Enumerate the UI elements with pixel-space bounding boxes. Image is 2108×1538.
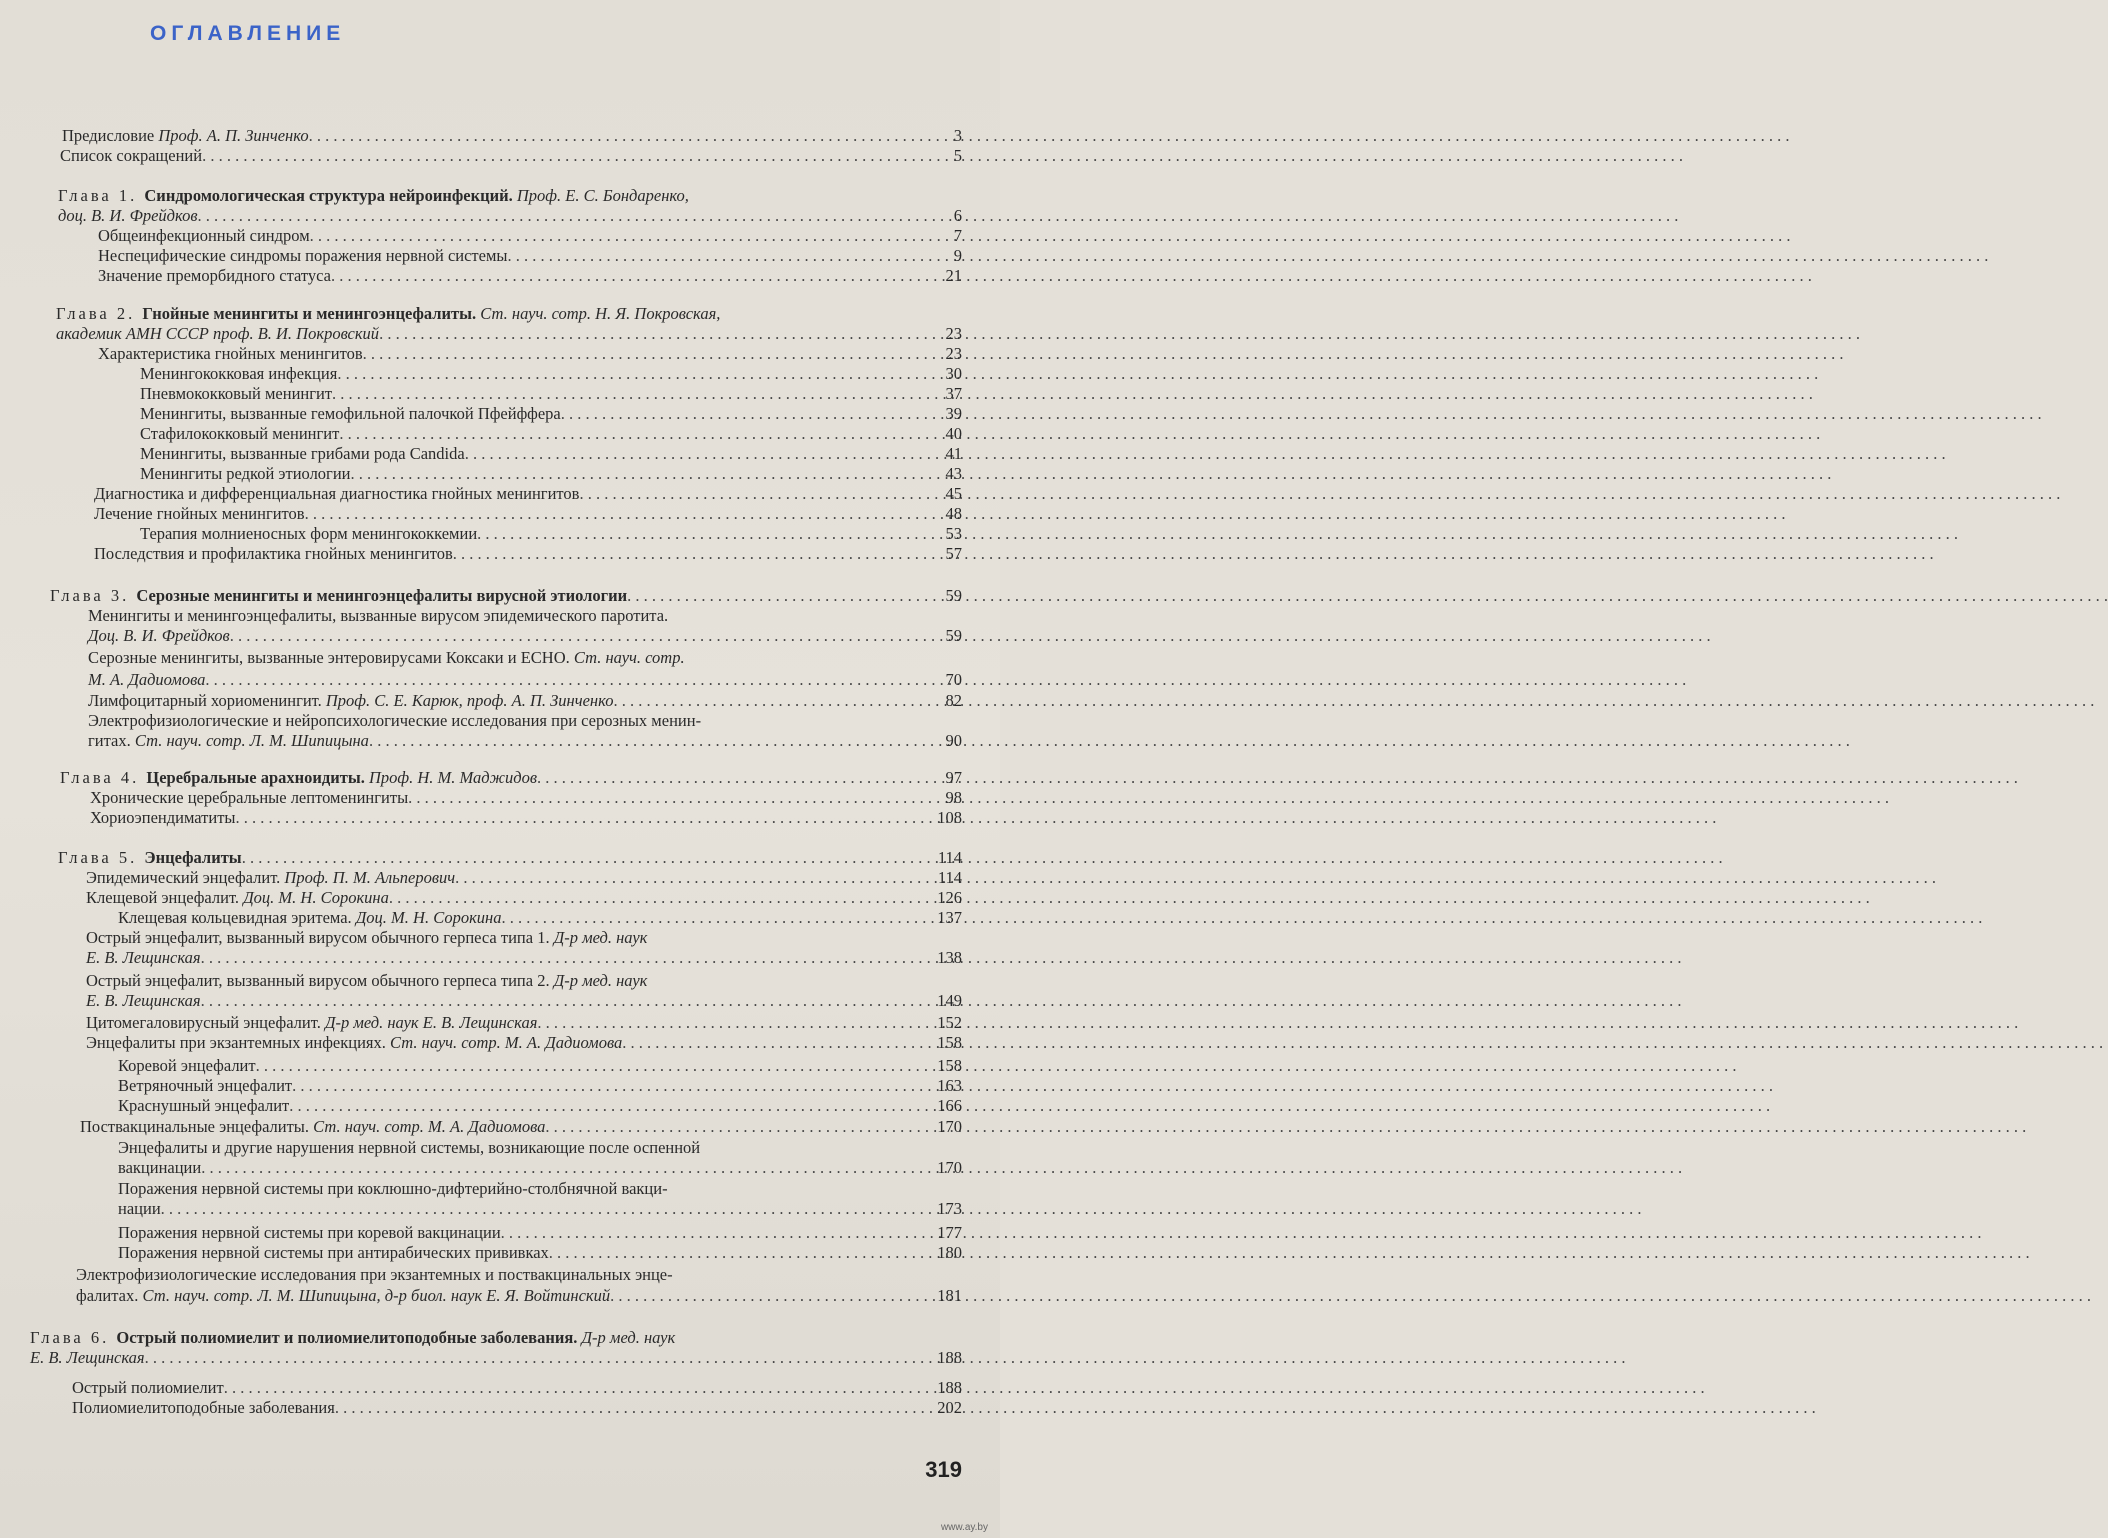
- entry-title: Поражения нервной системы при коревой вакцинации: [118, 1223, 501, 1242]
- entry-title: Пневмококковый менингит: [140, 384, 333, 403]
- toc-entry: [88, 710, 895, 732]
- toc-page-number: 82: [945, 691, 962, 710]
- entry-author: Д-р мед. наук: [553, 928, 648, 947]
- toc-page-number: 23: [945, 324, 962, 343]
- toc-entry: [98, 265, 895, 287]
- toc-chapter-line: [60, 767, 895, 789]
- dot-leader: [622, 1032, 2103, 1054]
- toc-entry-text: [94, 503, 305, 525]
- toc-chapter-line: [56, 303, 895, 325]
- toc-entry-text: [118, 1055, 256, 1077]
- dot-leader: [455, 867, 1936, 889]
- toc-entry: [118, 1222, 895, 1244]
- chapter-number: Глава 3.: [50, 586, 137, 605]
- entry-author: доц. В. И. Фрейдков: [58, 206, 198, 225]
- entry-title: Острый энцефалит, вызванный вирусом обычного герпеса типа 1.: [86, 928, 554, 947]
- toc-entry-text: [76, 1285, 610, 1307]
- toc-entry-text: [62, 125, 309, 147]
- toc-entry-text: [94, 483, 579, 505]
- toc-entry-text: [60, 145, 202, 167]
- toc-page-number: 97: [945, 768, 962, 787]
- toc-entry: [118, 1178, 895, 1200]
- toc-entry-text: [118, 1075, 292, 1097]
- dot-leader: [335, 1397, 1816, 1419]
- toc-entry-text: [98, 265, 331, 287]
- dot-leader: [289, 1095, 1770, 1117]
- toc-entry: [118, 1095, 895, 1117]
- toc-page-number: 37: [945, 384, 962, 403]
- toc-entry-text: [118, 1222, 501, 1244]
- toc-entry-text: [30, 1327, 675, 1349]
- toc-entry-text: [118, 907, 502, 929]
- entry-title: Неспецифические синдромы поражения нервной системы: [98, 246, 508, 265]
- dot-leader: [332, 383, 1813, 405]
- toc-page-number: 114: [937, 868, 962, 887]
- entry-author: Доц. М. Н. Сорокина: [355, 908, 502, 927]
- entry-title: Энцефалиты и другие нарушения нервной системы, возникающие после оспенной: [118, 1138, 701, 1157]
- entry-title: нации: [118, 1199, 161, 1218]
- toc-entry: [72, 1397, 895, 1419]
- toc-entry: [86, 970, 895, 992]
- toc-entry: [86, 1012, 895, 1034]
- entry-author: Е. В. Лещинская: [86, 948, 201, 967]
- toc-page-number: 53: [945, 524, 962, 543]
- toc-entry-text: [88, 690, 613, 712]
- toc-entry: [88, 669, 895, 691]
- dot-leader: [613, 690, 2094, 712]
- entry-author: Проф. Н. М. Маджидов: [368, 768, 537, 787]
- entry-author: Е. В. Лещинская: [30, 1348, 145, 1367]
- entry-author: Ст. науч. сотр. Л. М. Шипицына: [134, 731, 369, 750]
- toc-page-number: 138: [937, 948, 962, 967]
- toc-entry-text: [72, 1397, 335, 1419]
- dot-leader: [477, 523, 1958, 545]
- toc-entry: [60, 145, 895, 167]
- toc-page-number: 70: [945, 670, 962, 689]
- toc-page-number: 181: [937, 1286, 962, 1305]
- entry-title: Значение преморбидного статуса: [98, 266, 331, 285]
- toc-entry: [88, 605, 895, 627]
- entry-title: Острый полиомиелит: [72, 1378, 224, 1397]
- toc-page-number: 9: [953, 246, 962, 265]
- toc-page-number: 30: [945, 364, 962, 383]
- toc-entry-text: [118, 1157, 201, 1179]
- toc-page-number: 188: [937, 1378, 962, 1397]
- entry-author: Проф. А. П. Зинченко: [158, 126, 309, 145]
- toc-page-number: 21: [945, 266, 962, 285]
- toc-entry-text: [118, 1178, 668, 1200]
- entry-title: Поражения нервной системы при антирабических прививках: [118, 1243, 549, 1262]
- entry-title: Клещевой энцефалит.: [86, 888, 244, 907]
- entry-author: Ст. науч. сотр. Л. М. Шипицына, д-р биол. наук Е. Я. Войтинский: [142, 1286, 611, 1305]
- entry-title: Предисловие: [62, 126, 159, 145]
- toc-entry-text: [56, 303, 720, 325]
- chapter-title: Церебральные арахноидиты.: [146, 768, 369, 787]
- toc-page-number: 59: [945, 586, 962, 605]
- chapter-title: Серозные менингиты и менингоэнцефалиты вирусной этиологии: [136, 586, 628, 605]
- toc-entry: [86, 947, 895, 969]
- dot-leader: [351, 463, 1832, 485]
- toc-entry-text: [118, 1095, 289, 1117]
- dot-leader: [145, 1347, 1626, 1369]
- toc-page-number: 108: [937, 808, 962, 827]
- toc-entry: [72, 1377, 895, 1399]
- entry-title: Хориоэпендиматиты: [90, 808, 236, 827]
- entry-author: Проф. Е. С. Бондаренко,: [516, 186, 689, 205]
- dot-leader: [256, 1055, 1737, 1077]
- entry-title: фалитах.: [76, 1286, 143, 1305]
- page-title: ОГЛАВЛЕНИЕ: [150, 22, 346, 45]
- toc-entry: [80, 1116, 895, 1138]
- dot-leader: [337, 363, 1818, 385]
- toc-entry: [118, 1075, 895, 1097]
- toc-entry-text: [140, 523, 477, 545]
- entry-title: Хронические церебральные лептоменингиты: [90, 788, 409, 807]
- dot-leader: [236, 807, 1717, 829]
- entry-author: Проф. П. М. Альперович: [284, 868, 456, 887]
- toc-entry: [86, 990, 895, 1012]
- toc-page-number: 126: [937, 888, 962, 907]
- toc-entry-text: [50, 585, 627, 607]
- entry-title: Список сокращений: [60, 146, 203, 165]
- toc-entry: [140, 363, 895, 385]
- toc-entry-text: [118, 1137, 700, 1159]
- toc-entry-text: [58, 205, 198, 227]
- toc-entry: [88, 730, 895, 752]
- entry-title: Клещевая кольцевидная эритема.: [118, 908, 356, 927]
- dot-leader: [502, 907, 1983, 929]
- entry-author: Доц. М. Н. Сорокина: [243, 888, 389, 907]
- toc-entry-text: [98, 225, 310, 247]
- toc-entry-text: [60, 767, 537, 789]
- entry-author: Е. В. Лещинская: [86, 991, 201, 1010]
- entry-author: М. А. Дадиомова: [88, 670, 206, 689]
- toc-entry: [90, 807, 895, 829]
- toc-entry: [86, 867, 895, 889]
- dot-leader: [309, 125, 1790, 147]
- toc-entry-text: [88, 647, 685, 669]
- watermark: www.ay.by: [940, 1522, 988, 1533]
- dot-leader: [408, 787, 1889, 809]
- dot-leader: [224, 1377, 1705, 1399]
- chapter-number: Глава 1.: [58, 186, 145, 205]
- toc-page-number: 39: [945, 404, 962, 423]
- toc-entry: [140, 463, 895, 485]
- dot-leader: [369, 730, 1850, 752]
- entry-title: Менингококковая инфекция: [140, 364, 338, 383]
- toc-entry: [56, 323, 895, 345]
- toc-chapter-line: [30, 1327, 895, 1349]
- toc-entry-text: [88, 625, 230, 647]
- toc-page-number: 158: [937, 1033, 962, 1052]
- toc-page-number: 7: [953, 226, 962, 245]
- entry-title: Серозные менингиты, вызванные энтеровирусами Коксаки и ЕСНО.: [88, 648, 574, 667]
- toc-entry-text: [86, 990, 201, 1012]
- entry-title: Общеинфекционный синдром: [98, 226, 310, 245]
- dot-leader: [242, 847, 1723, 869]
- toc-page-number: 202: [937, 1398, 962, 1417]
- toc-page-number: 137: [937, 908, 962, 927]
- book-page: [0, 0, 1000, 1538]
- toc-entry-text: [140, 363, 337, 385]
- toc-entry-text: [140, 423, 339, 445]
- toc-entry-text: [76, 1264, 673, 1286]
- toc-chapter-line: [50, 585, 895, 607]
- dot-leader: [389, 887, 1870, 909]
- toc-page-number: 177: [937, 1223, 962, 1242]
- toc-entry-text: [140, 443, 465, 465]
- toc-entry-text: [88, 669, 205, 691]
- toc-page-number: 114: [937, 848, 962, 867]
- dot-leader: [379, 323, 1860, 345]
- entry-title: Поражения нервной системы при коклюшно-дифтерийно-столбнячной вакци-: [118, 1179, 668, 1198]
- toc-page-number: 57: [945, 544, 962, 563]
- entry-title: Менингиты, вызванные грибами рода Candida: [140, 444, 465, 463]
- toc-entry: [88, 647, 895, 669]
- dot-leader: [305, 503, 1786, 525]
- toc-page-number: 3: [953, 126, 962, 145]
- dot-leader: [339, 423, 1820, 445]
- dot-leader: [292, 1075, 1773, 1097]
- dot-leader: [545, 1116, 2026, 1138]
- toc-entry-text: [98, 343, 363, 365]
- toc-entry: [98, 225, 895, 247]
- dot-leader: [363, 343, 1844, 365]
- dot-leader: [310, 225, 1791, 247]
- dot-leader: [537, 1012, 2018, 1034]
- toc-entry-text: [88, 710, 701, 732]
- entry-author: Ст. науч. сотр.: [573, 648, 685, 667]
- toc-entry: [86, 1032, 895, 1054]
- toc-page-number: 5: [953, 146, 962, 165]
- toc-entry-text: [140, 403, 561, 425]
- dot-leader: [465, 443, 1946, 465]
- toc-page-number: 163: [937, 1076, 962, 1095]
- toc-page-number: 170: [937, 1158, 962, 1177]
- toc-page-number: 158: [937, 1056, 962, 1075]
- chapter-title: Острый полиомиелит и полиомиелитоподобные заболевания.: [116, 1328, 582, 1347]
- dot-leader: [230, 625, 1711, 647]
- toc-chapter-line: [58, 185, 895, 207]
- entry-title: Электрофизиологические исследования при экзантемных и поствакцинальных энце-: [76, 1265, 673, 1284]
- toc-entry: [118, 1157, 895, 1179]
- dot-leader: [627, 585, 2108, 607]
- chapter-title: Синдромологическая структура нейроинфекций.: [144, 186, 517, 205]
- entry-title: Менингиты, вызванные гемофильной палочкой Пфейффера: [140, 404, 561, 423]
- toc-entry: [94, 503, 895, 525]
- entry-title: Менингиты и менингоэнцефалиты, вызванные вирусом эпидемического паротита.: [88, 606, 669, 625]
- toc-entry-text: [86, 970, 647, 992]
- entry-title: Стафилококковый менингит: [140, 424, 340, 443]
- toc-entry: [94, 483, 895, 505]
- toc-page-number: 41: [945, 444, 962, 463]
- entry-author: Ст. науч. сотр. М. А. Дадиомова: [313, 1117, 546, 1136]
- entry-title: Цитомегаловирусный энцефалит.: [86, 1013, 325, 1032]
- page-number: 319: [925, 1457, 962, 1482]
- toc-entry: [30, 1347, 895, 1369]
- toc-entry-text: [86, 947, 201, 969]
- toc-entry: [118, 1055, 895, 1077]
- entry-title: Коревой энцефалит: [118, 1056, 256, 1075]
- entry-author: Д-р мед. наук: [553, 971, 648, 990]
- toc-entry-text: [118, 1242, 549, 1264]
- toc-entry-text: [72, 1377, 224, 1399]
- toc-entry: [58, 205, 895, 227]
- toc-entry: [118, 1137, 895, 1159]
- toc-entry: [90, 787, 895, 809]
- toc-entry-text: [98, 245, 507, 267]
- toc-page-number: 6: [953, 206, 962, 225]
- toc-entry-text: [140, 383, 332, 405]
- entry-title: вакцинации: [118, 1158, 202, 1177]
- entry-title: Полиомиелитоподобные заболевания: [72, 1398, 335, 1417]
- toc-page-number: 170: [937, 1117, 962, 1136]
- toc-page-number: 48: [945, 504, 962, 523]
- toc-entry-text: [90, 787, 408, 809]
- dot-leader: [453, 543, 1934, 565]
- toc-page-number: 43: [945, 464, 962, 483]
- toc-page-number: 98: [945, 788, 962, 807]
- entry-author: Ст. науч. сотр. М. А. Дадиомова: [390, 1033, 623, 1052]
- toc-chapter-line: [58, 847, 895, 869]
- toc-entry-text: [86, 867, 455, 889]
- toc-entry: [88, 625, 895, 647]
- entry-author: Ст. науч. сотр. Н. Я. Покровская,: [480, 304, 721, 323]
- toc-page-number: 188: [937, 1348, 962, 1367]
- toc-entry-text: [86, 887, 389, 909]
- toc-entry: [118, 1242, 895, 1264]
- entry-title: Ветряночный энцефалит: [118, 1076, 293, 1095]
- entry-author: Д-р мед. наук: [581, 1328, 676, 1347]
- entry-title: Краснушный энцефалит: [118, 1096, 290, 1115]
- entry-title: Острый энцефалит, вызванный вирусом обычного герпеса типа 2.: [86, 971, 554, 990]
- dot-leader: [537, 767, 2018, 789]
- toc-entry-text: [88, 730, 369, 752]
- toc-entry: [86, 927, 895, 949]
- toc-entry-text: [86, 1032, 622, 1054]
- toc-entry-text: [94, 543, 453, 565]
- dot-leader: [579, 483, 2060, 505]
- chapter-title: Гнойные менингиты и менингоэнцефалиты.: [142, 304, 481, 323]
- toc-page-number: 23: [945, 344, 962, 363]
- chapter-number: Глава 5.: [58, 848, 145, 867]
- toc-entry: [76, 1285, 895, 1307]
- toc-page-number: 45: [945, 484, 962, 503]
- toc-page-number: 90: [945, 731, 962, 750]
- toc-entry-text: [90, 807, 236, 829]
- toc-entry: [98, 245, 895, 267]
- toc-entry: [98, 343, 895, 365]
- toc-entry-text: [140, 463, 351, 485]
- toc-entry: [94, 543, 895, 565]
- dot-leader: [549, 1242, 2030, 1264]
- entry-title: Эпидемический энцефалит.: [86, 868, 285, 887]
- toc-entry-text: [80, 1116, 545, 1138]
- toc-entry-text: [56, 323, 379, 345]
- toc-entry: [140, 383, 895, 405]
- toc-entry-text: [86, 1012, 537, 1034]
- toc-page-number: 180: [937, 1243, 962, 1262]
- toc-page-number: 149: [937, 991, 962, 1010]
- dot-leader: [610, 1285, 2091, 1307]
- entry-title: Последствия и профилактика гнойных менингитов: [94, 544, 453, 563]
- entry-title: гитах.: [88, 731, 135, 750]
- toc-entry-text: [58, 847, 242, 869]
- dot-leader: [561, 403, 2042, 425]
- dot-leader: [507, 245, 1988, 267]
- entry-title: Энцефалиты при экзантемных инфекциях.: [86, 1033, 391, 1052]
- toc-entry: [76, 1264, 895, 1286]
- dot-leader: [501, 1222, 1982, 1244]
- entry-title: Лимфоцитарный хориоменингит.: [88, 691, 326, 710]
- toc-entry: [140, 403, 895, 425]
- toc-entry: [140, 443, 895, 465]
- toc-page-number: 152: [937, 1013, 962, 1032]
- entry-author: Проф. С. Е. Карюк, проф. А. П. Зинченко: [325, 691, 614, 710]
- entry-author: Д-р мед. наук Е. В. Лещинская: [324, 1013, 538, 1032]
- toc-entry-text: [30, 1347, 145, 1369]
- toc-entry: [118, 907, 895, 929]
- toc-entry-text: [86, 927, 647, 949]
- entry-author: академик АМН СССР проф. В. И. Покровский: [56, 324, 380, 343]
- toc-page-number: 173: [937, 1199, 962, 1218]
- toc-entry: [140, 423, 895, 445]
- toc-entry-text: [118, 1198, 161, 1220]
- toc-entry: [88, 690, 895, 712]
- toc-page-number: 40: [945, 424, 962, 443]
- toc-entry-text: [58, 185, 689, 207]
- toc-page-number: 59: [945, 626, 962, 645]
- dot-leader: [331, 265, 1812, 287]
- chapter-number: Глава 2.: [56, 304, 143, 323]
- entry-title: Диагностика и дифференциальная диагностика гнойных менингитов: [94, 484, 580, 503]
- toc-entry: [118, 1198, 895, 1220]
- chapter-title: Энцефалиты: [144, 848, 242, 867]
- toc-entry: [140, 523, 895, 545]
- entry-title: Электрофизиологические и нейропсихологические исследования при серозных менин-: [88, 711, 702, 730]
- entry-title: Поствакцинальные энцефалиты.: [80, 1117, 314, 1136]
- chapter-number: Глава 6.: [30, 1328, 117, 1347]
- entry-title: Терапия молниеносных форм менингококкемии: [140, 524, 478, 543]
- entry-title: Менингиты редкой этиологии: [140, 464, 351, 483]
- toc-entry: [62, 125, 895, 147]
- toc-page-number: 166: [937, 1096, 962, 1115]
- chapter-number: Глава 4.: [60, 768, 147, 787]
- entry-title: Характеристика гнойных менингитов: [98, 344, 363, 363]
- toc-entry: [86, 887, 895, 909]
- toc-entry-text: [88, 605, 668, 627]
- entry-title: Лечение гнойных менингитов: [94, 504, 305, 523]
- entry-author: Доц. В. И. Фрейдков: [88, 626, 230, 645]
